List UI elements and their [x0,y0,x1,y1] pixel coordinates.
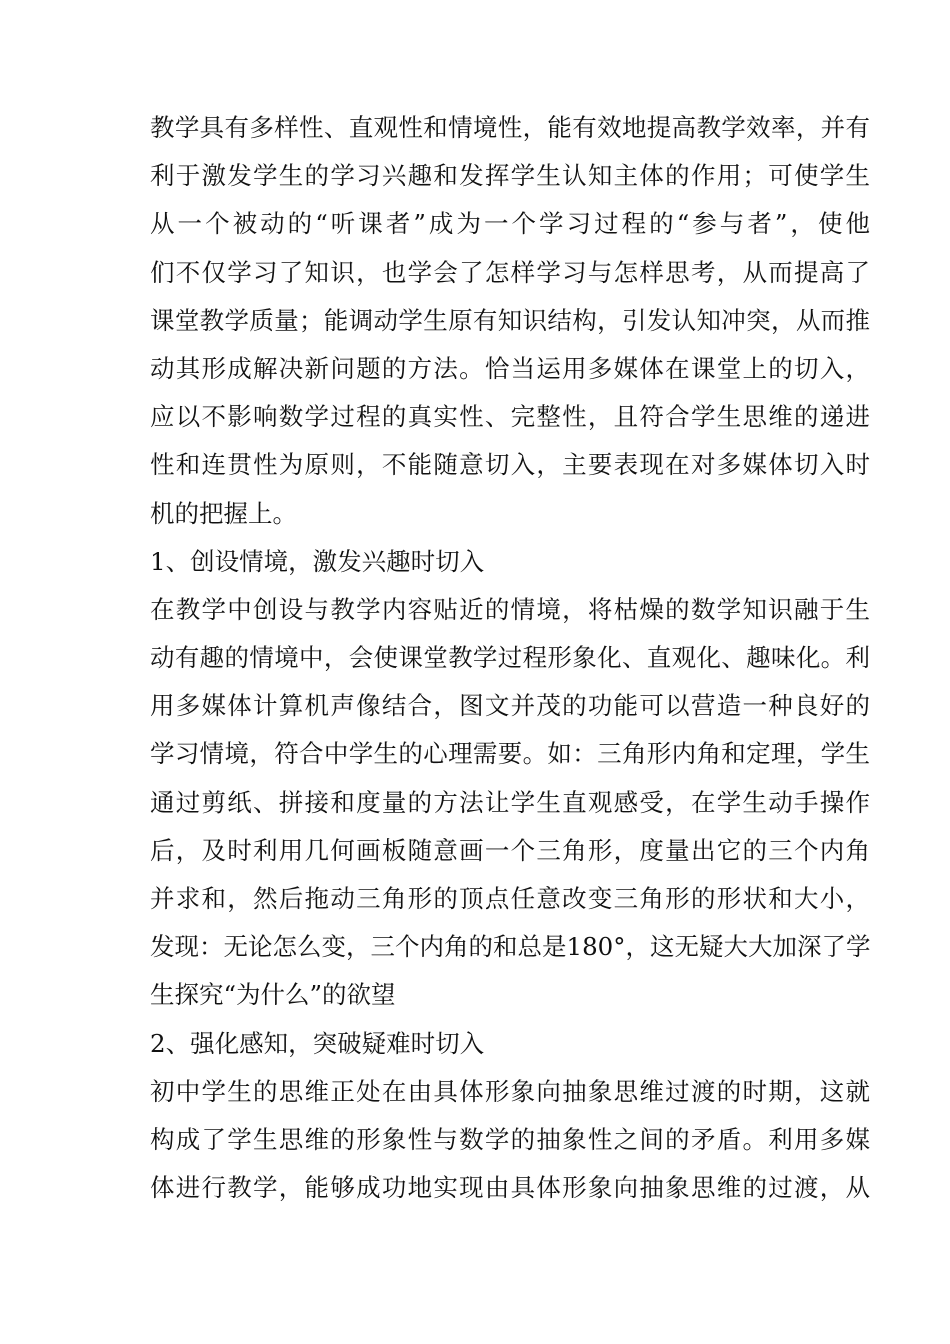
text-line: 动其形成解决新问题的方法。恰当运用多媒体在课堂上的切入， [150,353,870,383]
text-line-paragraph-end: 机的把握上。 [150,498,297,528]
section-heading-2: 2、强化感知，突破疑难时切入 [150,1028,485,1058]
text-line: 从一个被动的“听课者”成为一个学习过程的“参与者”，使他 [150,209,870,239]
text-line: 们不仅学习了知识，也学会了怎样学习与怎样思考，从而提高了 [150,257,870,287]
text-line: 通过剪纸、拼接和度量的方法让学生直观感受，在学生动手操作 [150,787,870,817]
text-line-paragraph-end: 生探究“为什么”的欲望 [150,980,396,1010]
section-heading-1: 1、创设情境，激发兴趣时切入 [150,546,485,576]
text-line: 利于激发学生的学习兴趣和发挥学生认知主体的作用；可使学生 [150,161,870,191]
document-body [150,104,870,1212]
text-line: 应以不影响数学过程的真实性、完整性，且符合学生思维的递进 [150,402,870,432]
text-line: 构成了学生思维的形象性与数学的抽象性之间的矛盾。利用多媒 [150,1124,870,1154]
text-line: 在教学中创设与教学内容贴近的情境，将枯燥的数学知识融于生 [150,594,870,624]
text-line: 课堂教学质量；能调动学生原有知识结构，引发认知冲突，从而推 [150,305,870,335]
text-line: 动有趣的情境中，会使课堂教学过程形象化、直观化、趣味化。利 [150,643,870,673]
text-line: 性和连贯性为原则，不能随意切入，主要表现在对多媒体切入时 [150,450,870,480]
text-line: 用多媒体计算机声像结合，图文并茂的功能可以营造一种良好的 [150,691,870,721]
text-line: 并求和，然后拖动三角形的顶点任意改变三角形的形状和大小， [150,884,870,913]
text-line: 发现：无论怎么变，三个内角的和总是180°，这无疑大大加深了学 [150,932,871,962]
text-line: 体进行教学，能够成功地实现由具体形象向抽象思维的过渡，从 [150,1173,870,1203]
text-line: 后，及时利用几何画板随意画一个三角形，度量出它的三个内角 [150,835,870,865]
text-line: 初中学生的思维正处在由具体形象向抽象思维过渡的时期，这就 [150,1076,870,1106]
text-line: 学习情境，符合中学生的心理需要。如：三角形内角和定理，学生 [150,739,870,769]
text-line: 教学具有多样性、直观性和情境性，能有效地提高教学效率，并有 [150,113,870,142]
